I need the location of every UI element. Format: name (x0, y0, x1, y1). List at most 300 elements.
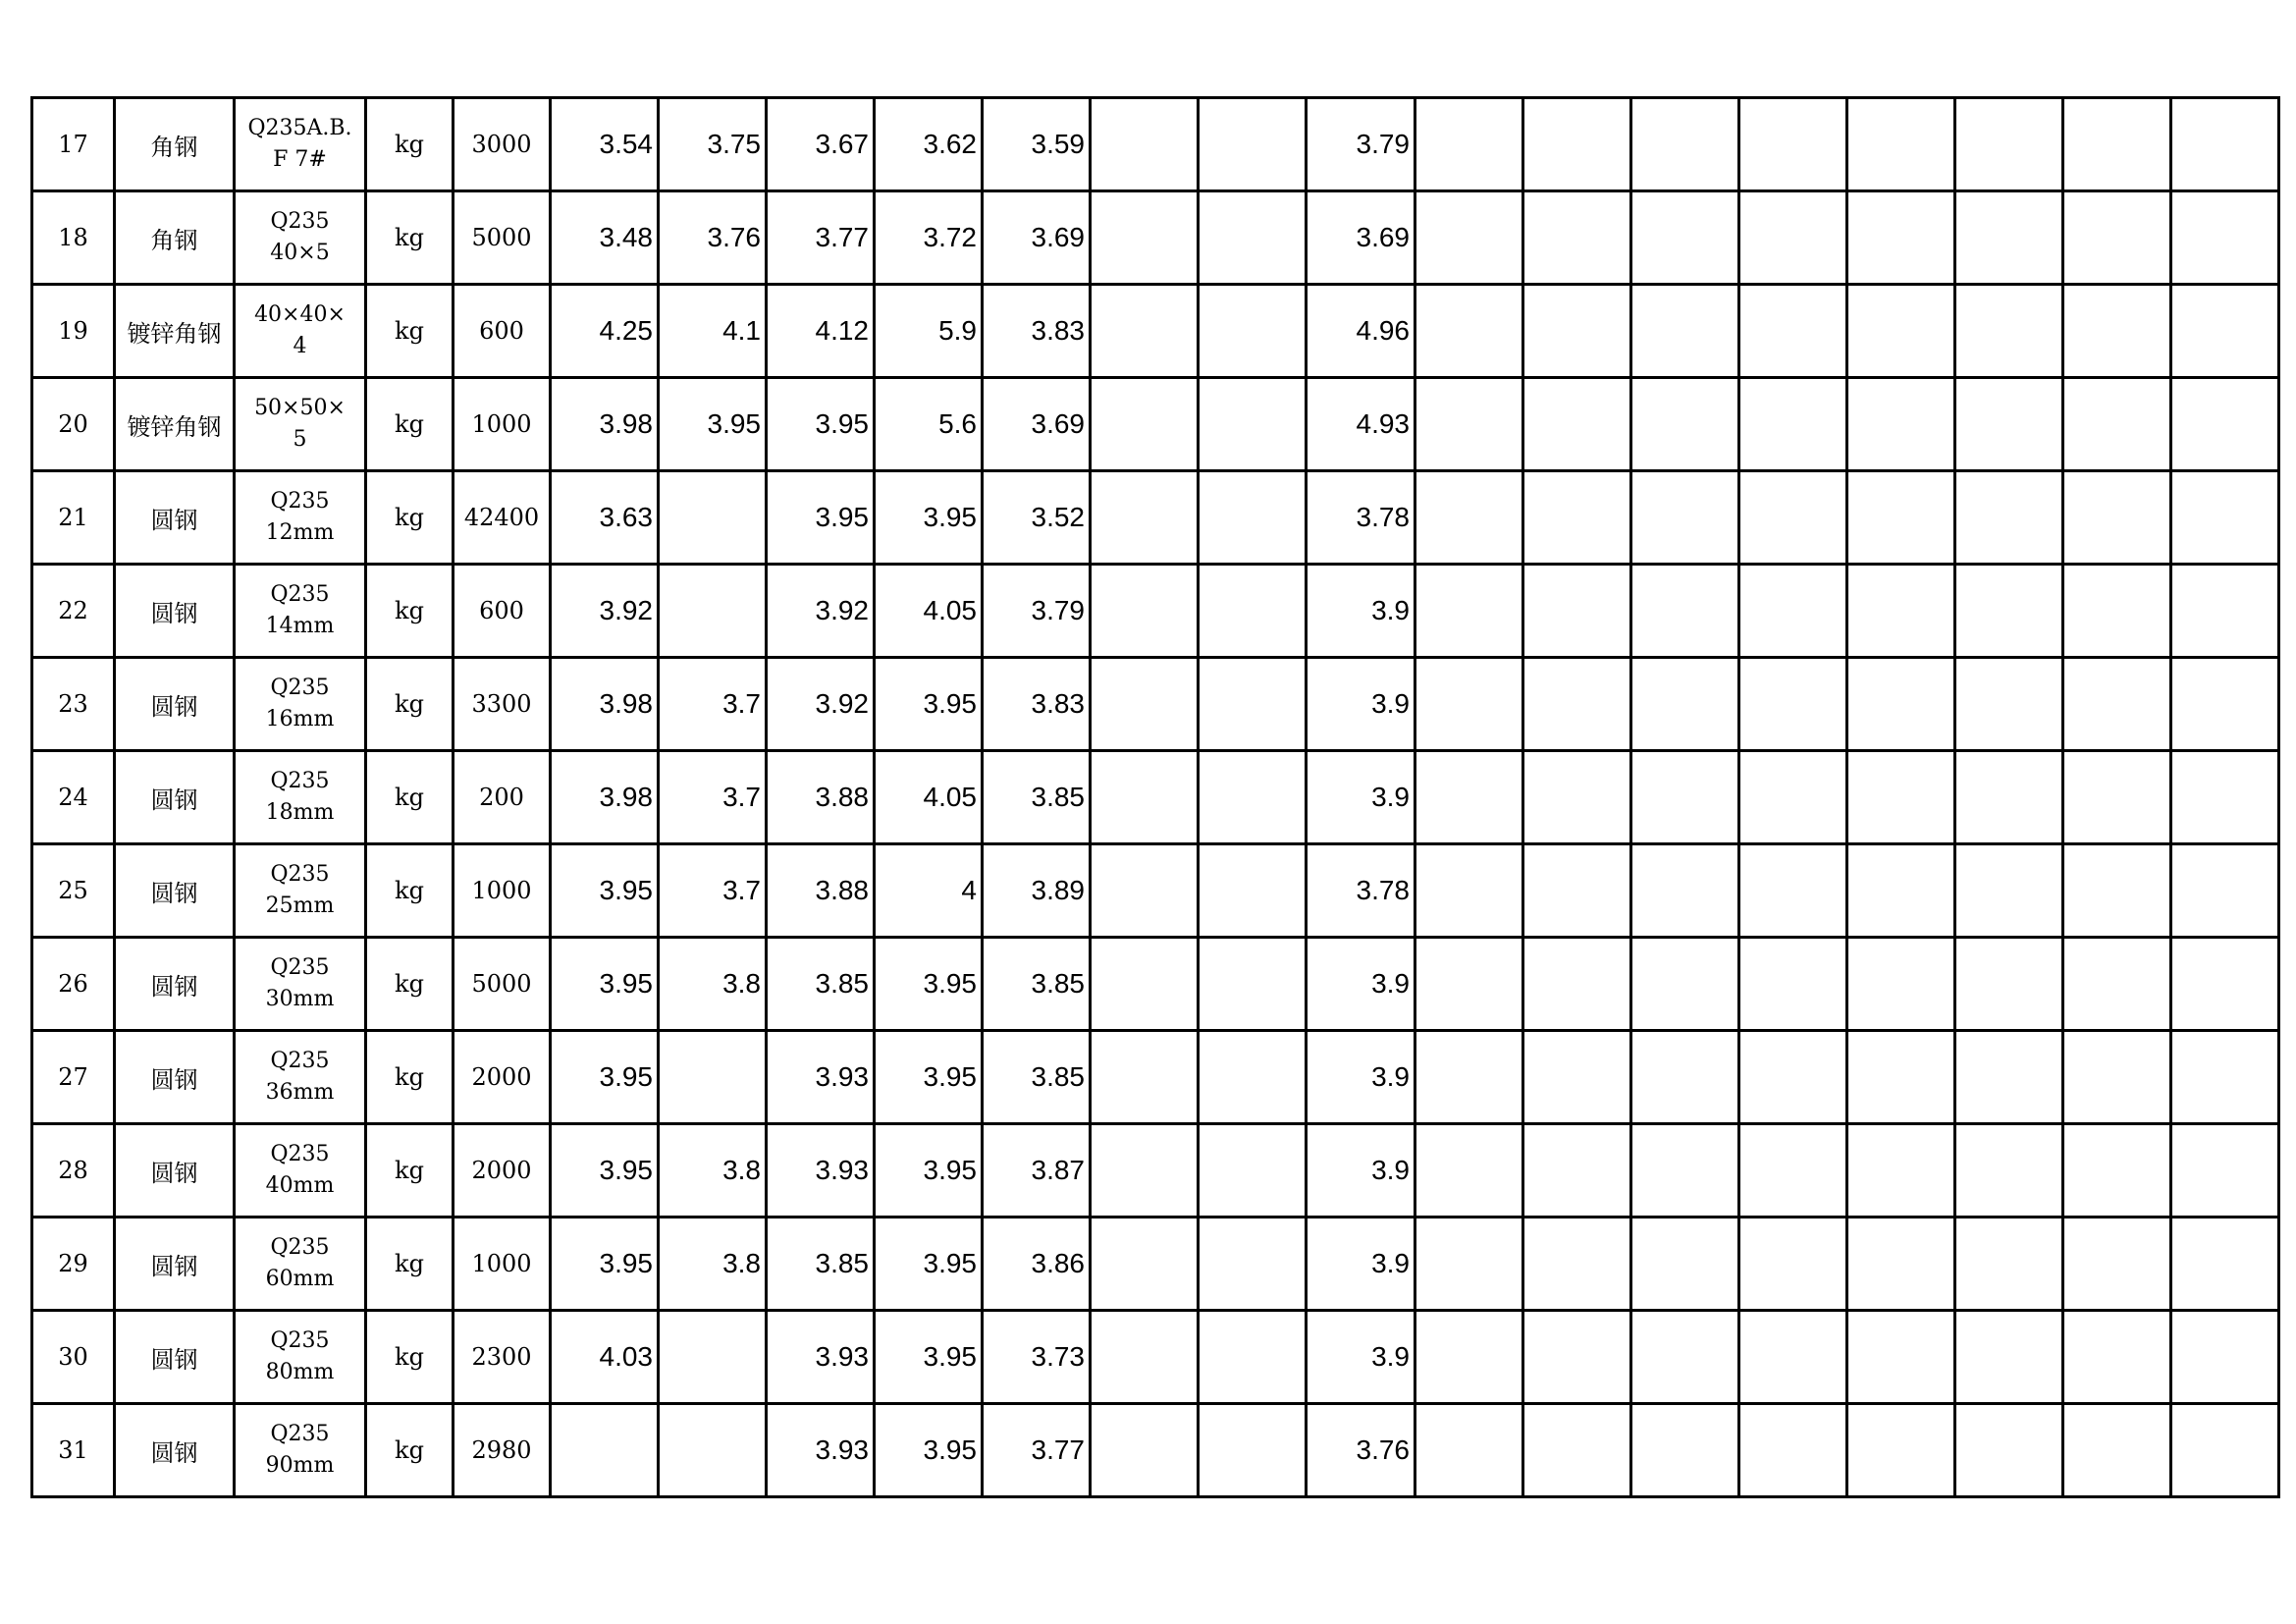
unit-cell[interactable]: kg (366, 844, 454, 938)
price-cell[interactable] (1091, 1218, 1199, 1311)
price-cell[interactable] (1091, 98, 1199, 191)
empty-cell[interactable] (2171, 938, 2279, 1031)
item-name-cell[interactable]: 圆钢 (115, 1404, 235, 1497)
empty-cell[interactable] (2063, 285, 2171, 378)
empty-cell[interactable] (1955, 471, 2063, 565)
price-cell[interactable]: 3.95 (551, 844, 659, 938)
row-number-cell[interactable]: 19 (32, 285, 115, 378)
empty-cell[interactable] (2171, 98, 2279, 191)
item-name-cell[interactable]: 圆钢 (115, 1124, 235, 1218)
empty-cell[interactable] (1631, 1404, 1739, 1497)
price-cell[interactable]: 3.83 (983, 658, 1091, 751)
empty-cell[interactable] (1739, 471, 1847, 565)
price-cell[interactable] (1091, 1124, 1199, 1218)
quantity-cell[interactable]: 1000 (454, 844, 551, 938)
empty-cell[interactable] (1739, 1218, 1847, 1311)
price-cell[interactable]: 3.88 (767, 844, 875, 938)
price-cell[interactable] (1199, 751, 1307, 844)
empty-cell[interactable] (1955, 1311, 2063, 1404)
price-cell[interactable]: 4.96 (1307, 285, 1415, 378)
empty-cell[interactable] (1631, 285, 1739, 378)
empty-cell[interactable] (1739, 1031, 1847, 1124)
empty-cell[interactable] (2063, 565, 2171, 658)
price-cell[interactable] (1199, 1311, 1307, 1404)
price-cell[interactable]: 3.92 (551, 565, 659, 658)
price-cell[interactable]: 3.98 (551, 658, 659, 751)
price-cell[interactable]: 3.95 (551, 1031, 659, 1124)
item-name-cell[interactable]: 圆钢 (115, 658, 235, 751)
price-cell[interactable]: 3.52 (983, 471, 1091, 565)
empty-cell[interactable] (1415, 1404, 1523, 1497)
spec-cell[interactable] (235, 285, 366, 378)
price-cell[interactable] (1199, 98, 1307, 191)
empty-cell[interactable] (1523, 751, 1631, 844)
price-cell[interactable] (1091, 1311, 1199, 1404)
price-cell[interactable]: 4.12 (767, 285, 875, 378)
price-cell[interactable] (1199, 191, 1307, 285)
unit-cell[interactable]: kg (366, 1218, 454, 1311)
price-cell[interactable]: 3.85 (983, 751, 1091, 844)
empty-cell[interactable] (1847, 1311, 1955, 1404)
price-cell[interactable]: 3.79 (1307, 98, 1415, 191)
empty-cell[interactable] (1415, 285, 1523, 378)
spec-cell[interactable] (235, 751, 366, 844)
price-cell[interactable]: 3.95 (875, 1124, 983, 1218)
price-cell[interactable]: 3.95 (551, 938, 659, 1031)
price-cell[interactable]: 3.85 (767, 938, 875, 1031)
spec-cell[interactable] (235, 1031, 366, 1124)
empty-cell[interactable] (1739, 378, 1847, 471)
price-cell[interactable]: 3.77 (983, 1404, 1091, 1497)
price-cell[interactable] (1199, 285, 1307, 378)
price-cell[interactable] (1091, 751, 1199, 844)
price-cell[interactable]: 3.8 (659, 1218, 767, 1311)
empty-cell[interactable] (1523, 285, 1631, 378)
price-cell[interactable]: 3.8 (659, 1124, 767, 1218)
price-cell[interactable]: 3.78 (1307, 471, 1415, 565)
price-cell[interactable]: 4.03 (551, 1311, 659, 1404)
empty-cell[interactable] (1955, 191, 2063, 285)
quantity-cell[interactable]: 600 (454, 565, 551, 658)
item-name-cell[interactable]: 圆钢 (115, 1311, 235, 1404)
empty-cell[interactable] (1847, 1404, 1955, 1497)
spec-cell[interactable] (235, 1404, 366, 1497)
price-cell[interactable]: 3.9 (1307, 1218, 1415, 1311)
price-cell[interactable] (659, 471, 767, 565)
empty-cell[interactable] (2063, 1404, 2171, 1497)
price-cell[interactable] (1199, 565, 1307, 658)
price-cell[interactable]: 3.75 (659, 98, 767, 191)
price-cell[interactable] (1199, 658, 1307, 751)
price-cell[interactable] (1199, 1404, 1307, 1497)
empty-cell[interactable] (2063, 1218, 2171, 1311)
empty-cell[interactable] (2171, 1404, 2279, 1497)
price-cell[interactable]: 3.98 (551, 378, 659, 471)
price-cell[interactable]: 3.69 (983, 191, 1091, 285)
empty-cell[interactable] (1631, 658, 1739, 751)
empty-cell[interactable] (1631, 938, 1739, 1031)
empty-cell[interactable] (1955, 844, 2063, 938)
empty-cell[interactable] (1631, 98, 1739, 191)
row-number-cell[interactable]: 24 (32, 751, 115, 844)
empty-cell[interactable] (2063, 1124, 2171, 1218)
price-cell[interactable]: 5.6 (875, 378, 983, 471)
unit-cell[interactable]: kg (366, 1311, 454, 1404)
quantity-cell[interactable]: 2980 (454, 1404, 551, 1497)
price-cell[interactable] (659, 1404, 767, 1497)
empty-cell[interactable] (1847, 658, 1955, 751)
price-cell[interactable]: 3.73 (983, 1311, 1091, 1404)
quantity-cell[interactable]: 1000 (454, 378, 551, 471)
empty-cell[interactable] (1523, 471, 1631, 565)
empty-cell[interactable] (1523, 1031, 1631, 1124)
empty-cell[interactable] (2063, 1031, 2171, 1124)
empty-cell[interactable] (2063, 378, 2171, 471)
item-name-cell[interactable]: 镀锌角钢 (115, 378, 235, 471)
price-cell[interactable] (1199, 844, 1307, 938)
empty-cell[interactable] (1631, 1218, 1739, 1311)
quantity-cell[interactable]: 3300 (454, 658, 551, 751)
empty-cell[interactable] (1955, 751, 2063, 844)
price-cell[interactable]: 3.85 (983, 1031, 1091, 1124)
price-cell[interactable]: 3.86 (983, 1218, 1091, 1311)
price-cell[interactable]: 3.95 (875, 1218, 983, 1311)
price-cell[interactable] (1091, 471, 1199, 565)
empty-cell[interactable] (1847, 844, 1955, 938)
empty-cell[interactable] (2171, 751, 2279, 844)
unit-cell[interactable]: kg (366, 1404, 454, 1497)
empty-cell[interactable] (1415, 191, 1523, 285)
row-number-cell[interactable]: 29 (32, 1218, 115, 1311)
row-number-cell[interactable]: 20 (32, 378, 115, 471)
empty-cell[interactable] (2171, 1124, 2279, 1218)
price-cell[interactable]: 3.67 (767, 98, 875, 191)
empty-cell[interactable] (1847, 1218, 1955, 1311)
row-number-cell[interactable]: 31 (32, 1404, 115, 1497)
price-cell[interactable]: 3.9 (1307, 1031, 1415, 1124)
empty-cell[interactable] (2171, 285, 2279, 378)
item-name-cell[interactable]: 镀锌角钢 (115, 285, 235, 378)
empty-cell[interactable] (1415, 565, 1523, 658)
empty-cell[interactable] (2171, 1311, 2279, 1404)
price-cell[interactable]: 3.95 (875, 1404, 983, 1497)
price-cell[interactable]: 3.7 (659, 751, 767, 844)
empty-cell[interactable] (2171, 844, 2279, 938)
price-cell[interactable]: 3.9 (1307, 938, 1415, 1031)
quantity-cell[interactable]: 2000 (454, 1031, 551, 1124)
empty-cell[interactable] (2171, 471, 2279, 565)
item-name-cell[interactable]: 圆钢 (115, 938, 235, 1031)
price-cell[interactable] (1091, 565, 1199, 658)
empty-cell[interactable] (2063, 844, 2171, 938)
price-cell[interactable]: 3.62 (875, 98, 983, 191)
price-cell[interactable]: 3.7 (659, 658, 767, 751)
empty-cell[interactable] (2063, 751, 2171, 844)
price-cell[interactable]: 3.95 (875, 1031, 983, 1124)
quantity-cell[interactable]: 5000 (454, 938, 551, 1031)
spec-cell[interactable] (235, 1311, 366, 1404)
price-cell[interactable]: 3.9 (1307, 565, 1415, 658)
empty-cell[interactable] (1739, 565, 1847, 658)
price-cell[interactable]: 3.8 (659, 938, 767, 1031)
price-cell[interactable]: 3.93 (767, 1124, 875, 1218)
price-cell[interactable] (1199, 1031, 1307, 1124)
price-cell[interactable]: 3.59 (983, 98, 1091, 191)
item-name-cell[interactable]: 圆钢 (115, 844, 235, 938)
row-number-cell[interactable]: 21 (32, 471, 115, 565)
price-cell[interactable] (659, 1311, 767, 1404)
empty-cell[interactable] (1523, 658, 1631, 751)
price-cell[interactable]: 3.95 (551, 1124, 659, 1218)
row-number-cell[interactable]: 17 (32, 98, 115, 191)
price-cell[interactable] (1091, 844, 1199, 938)
unit-cell[interactable]: kg (366, 565, 454, 658)
empty-cell[interactable] (1631, 191, 1739, 285)
empty-cell[interactable] (1955, 1031, 2063, 1124)
unit-cell[interactable]: kg (366, 1124, 454, 1218)
price-cell[interactable] (1199, 1124, 1307, 1218)
price-cell[interactable] (1199, 1218, 1307, 1311)
empty-cell[interactable] (1847, 98, 1955, 191)
price-cell[interactable] (1091, 1404, 1199, 1497)
price-cell[interactable]: 3.76 (1307, 1404, 1415, 1497)
empty-cell[interactable] (2171, 191, 2279, 285)
unit-cell[interactable]: kg (366, 98, 454, 191)
quantity-cell[interactable]: 42400 (454, 471, 551, 565)
empty-cell[interactable] (1955, 658, 2063, 751)
empty-cell[interactable] (1847, 471, 1955, 565)
unit-cell[interactable]: kg (366, 378, 454, 471)
price-cell[interactable]: 3.92 (767, 565, 875, 658)
price-cell[interactable]: 3.93 (767, 1311, 875, 1404)
price-cell[interactable]: 3.83 (983, 285, 1091, 378)
price-cell[interactable] (659, 1031, 767, 1124)
empty-cell[interactable] (1739, 844, 1847, 938)
empty-cell[interactable] (1415, 1311, 1523, 1404)
price-cell[interactable]: 3.95 (875, 658, 983, 751)
spec-cell[interactable] (235, 1218, 366, 1311)
empty-cell[interactable] (1523, 1404, 1631, 1497)
empty-cell[interactable] (2063, 938, 2171, 1031)
empty-cell[interactable] (1739, 285, 1847, 378)
spec-cell[interactable] (235, 191, 366, 285)
price-cell[interactable] (1199, 938, 1307, 1031)
price-cell[interactable]: 3.9 (1307, 1311, 1415, 1404)
empty-cell[interactable] (2063, 658, 2171, 751)
unit-cell[interactable]: kg (366, 658, 454, 751)
unit-cell[interactable]: kg (366, 751, 454, 844)
empty-cell[interactable] (1739, 658, 1847, 751)
price-cell[interactable]: 3.95 (659, 378, 767, 471)
item-name-cell[interactable]: 圆钢 (115, 1218, 235, 1311)
empty-cell[interactable] (1523, 98, 1631, 191)
spec-cell[interactable] (235, 378, 366, 471)
price-cell[interactable]: 3.7 (659, 844, 767, 938)
price-cell[interactable] (1091, 191, 1199, 285)
spec-cell[interactable] (235, 565, 366, 658)
empty-cell[interactable] (1955, 285, 2063, 378)
empty-cell[interactable] (1955, 1124, 2063, 1218)
row-number-cell[interactable]: 26 (32, 938, 115, 1031)
empty-cell[interactable] (1523, 1311, 1631, 1404)
empty-cell[interactable] (1415, 378, 1523, 471)
price-cell[interactable]: 3.95 (875, 1311, 983, 1404)
price-cell[interactable]: 3.95 (551, 1218, 659, 1311)
empty-cell[interactable] (1523, 565, 1631, 658)
empty-cell[interactable] (1955, 1404, 2063, 1497)
empty-cell[interactable] (1955, 378, 2063, 471)
empty-cell[interactable] (1955, 565, 2063, 658)
price-cell[interactable]: 3.93 (767, 1404, 875, 1497)
empty-cell[interactable] (2063, 191, 2171, 285)
spec-cell[interactable] (235, 98, 366, 191)
row-number-cell[interactable]: 30 (32, 1311, 115, 1404)
empty-cell[interactable] (1523, 1218, 1631, 1311)
price-cell[interactable]: 3.9 (1307, 658, 1415, 751)
price-cell[interactable]: 3.85 (983, 938, 1091, 1031)
empty-cell[interactable] (1955, 938, 2063, 1031)
price-cell[interactable]: 3.93 (767, 1031, 875, 1124)
item-name-cell[interactable]: 圆钢 (115, 471, 235, 565)
row-number-cell[interactable]: 25 (32, 844, 115, 938)
empty-cell[interactable] (1739, 938, 1847, 1031)
empty-cell[interactable] (2171, 1031, 2279, 1124)
quantity-cell[interactable]: 600 (454, 285, 551, 378)
price-cell[interactable] (551, 1404, 659, 1497)
empty-cell[interactable] (1631, 844, 1739, 938)
price-cell[interactable]: 3.95 (767, 471, 875, 565)
unit-cell[interactable]: kg (366, 285, 454, 378)
empty-cell[interactable] (1739, 1124, 1847, 1218)
price-cell[interactable]: 4 (875, 844, 983, 938)
price-cell[interactable]: 3.69 (983, 378, 1091, 471)
empty-cell[interactable] (1631, 565, 1739, 658)
empty-cell[interactable] (2063, 1311, 2171, 1404)
price-cell[interactable]: 4.25 (551, 285, 659, 378)
price-cell[interactable]: 4.05 (875, 565, 983, 658)
price-cell[interactable]: 3.95 (767, 378, 875, 471)
price-cell[interactable]: 3.78 (1307, 844, 1415, 938)
empty-cell[interactable] (1847, 285, 1955, 378)
empty-cell[interactable] (1523, 844, 1631, 938)
unit-cell[interactable]: kg (366, 191, 454, 285)
quantity-cell[interactable]: 2300 (454, 1311, 551, 1404)
price-cell[interactable]: 3.48 (551, 191, 659, 285)
price-cell[interactable]: 4.93 (1307, 378, 1415, 471)
spec-cell[interactable] (235, 658, 366, 751)
price-cell[interactable]: 4.1 (659, 285, 767, 378)
price-cell[interactable] (1091, 938, 1199, 1031)
empty-cell[interactable] (1739, 751, 1847, 844)
empty-cell[interactable] (1847, 565, 1955, 658)
price-cell[interactable]: 3.89 (983, 844, 1091, 938)
unit-cell[interactable]: kg (366, 938, 454, 1031)
price-cell[interactable]: 3.95 (875, 938, 983, 1031)
price-cell[interactable]: 3.95 (875, 471, 983, 565)
empty-cell[interactable] (1631, 1124, 1739, 1218)
price-cell[interactable]: 3.54 (551, 98, 659, 191)
price-cell[interactable]: 5.9 (875, 285, 983, 378)
empty-cell[interactable] (2171, 378, 2279, 471)
item-name-cell[interactable]: 圆钢 (115, 751, 235, 844)
empty-cell[interactable] (1631, 1031, 1739, 1124)
empty-cell[interactable] (1739, 1311, 1847, 1404)
price-cell[interactable] (1199, 378, 1307, 471)
price-cell[interactable]: 4.05 (875, 751, 983, 844)
empty-cell[interactable] (1847, 378, 1955, 471)
empty-cell[interactable] (1415, 658, 1523, 751)
price-cell[interactable]: 3.87 (983, 1124, 1091, 1218)
empty-cell[interactable] (2171, 565, 2279, 658)
price-cell[interactable]: 3.98 (551, 751, 659, 844)
empty-cell[interactable] (2063, 471, 2171, 565)
empty-cell[interactable] (1955, 98, 2063, 191)
price-cell[interactable]: 3.72 (875, 191, 983, 285)
empty-cell[interactable] (1523, 378, 1631, 471)
price-cell[interactable]: 3.85 (767, 1218, 875, 1311)
price-cell[interactable]: 3.63 (551, 471, 659, 565)
empty-cell[interactable] (2171, 1218, 2279, 1311)
row-number-cell[interactable]: 23 (32, 658, 115, 751)
empty-cell[interactable] (1847, 1031, 1955, 1124)
price-cell[interactable] (659, 565, 767, 658)
empty-cell[interactable] (1415, 98, 1523, 191)
price-cell[interactable] (1091, 378, 1199, 471)
empty-cell[interactable] (1631, 378, 1739, 471)
empty-cell[interactable] (1415, 1124, 1523, 1218)
price-cell[interactable]: 3.9 (1307, 751, 1415, 844)
price-cell[interactable]: 3.76 (659, 191, 767, 285)
item-name-cell[interactable]: 圆钢 (115, 565, 235, 658)
empty-cell[interactable] (1523, 938, 1631, 1031)
spec-cell[interactable] (235, 938, 366, 1031)
spec-cell[interactable] (235, 1124, 366, 1218)
quantity-cell[interactable]: 2000 (454, 1124, 551, 1218)
price-cell[interactable]: 3.69 (1307, 191, 1415, 285)
price-cell[interactable]: 3.77 (767, 191, 875, 285)
price-cell[interactable] (1091, 1031, 1199, 1124)
empty-cell[interactable] (2063, 98, 2171, 191)
empty-cell[interactable] (1415, 471, 1523, 565)
empty-cell[interactable] (1955, 1218, 2063, 1311)
empty-cell[interactable] (1415, 938, 1523, 1031)
empty-cell[interactable] (1847, 751, 1955, 844)
row-number-cell[interactable]: 28 (32, 1124, 115, 1218)
empty-cell[interactable] (1415, 1218, 1523, 1311)
price-cell[interactable]: 3.92 (767, 658, 875, 751)
empty-cell[interactable] (1523, 1124, 1631, 1218)
price-cell[interactable]: 3.79 (983, 565, 1091, 658)
empty-cell[interactable] (1523, 191, 1631, 285)
empty-cell[interactable] (1847, 191, 1955, 285)
empty-cell[interactable] (1631, 1311, 1739, 1404)
unit-cell[interactable]: kg (366, 1031, 454, 1124)
unit-cell[interactable]: kg (366, 471, 454, 565)
quantity-cell[interactable]: 1000 (454, 1218, 551, 1311)
row-number-cell[interactable]: 22 (32, 565, 115, 658)
price-cell[interactable] (1091, 285, 1199, 378)
empty-cell[interactable] (1631, 751, 1739, 844)
price-cell[interactable]: 3.9 (1307, 1124, 1415, 1218)
price-cell[interactable] (1091, 658, 1199, 751)
empty-cell[interactable] (1847, 1124, 1955, 1218)
quantity-cell[interactable]: 200 (454, 751, 551, 844)
empty-cell[interactable] (1415, 1031, 1523, 1124)
spec-cell[interactable] (235, 844, 366, 938)
empty-cell[interactable] (1415, 751, 1523, 844)
empty-cell[interactable] (1739, 98, 1847, 191)
empty-cell[interactable] (1739, 191, 1847, 285)
